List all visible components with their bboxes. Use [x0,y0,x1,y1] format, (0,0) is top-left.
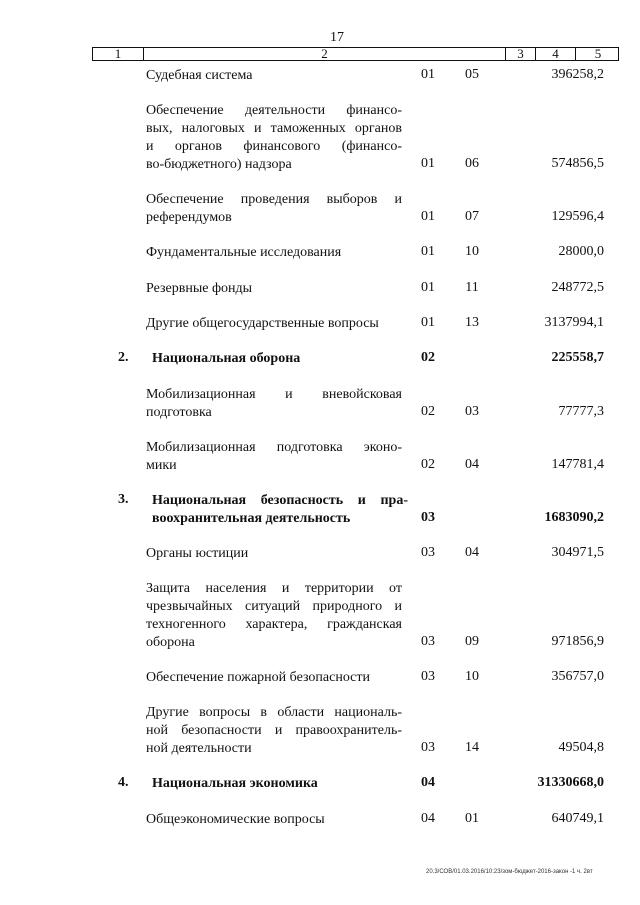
item-name-line: Фундаментальные исследования [146,245,342,260]
header-col-3: 3 [505,47,535,61]
item-name-line: Органы юстиции [146,546,249,561]
subsection-code: 01 [465,811,479,826]
subsection-code: 07 [465,209,479,224]
item-name-line: чрезвычайных ситуаций природного и [146,599,402,614]
item-name-line: Мобилизационная и вневойсковая [146,387,402,402]
section-code: 01 [421,280,435,295]
item-name [146,280,402,298]
item-name-line: мики [146,458,177,473]
section-code: 01 [421,156,435,171]
item-name-line: Национальная экономика [152,776,318,791]
item-name-line: воохранительная деятельность [152,511,351,526]
item-name-line: Мобилизационная подготовка эконо- [146,440,402,455]
header-col-5: 5 [575,47,620,61]
item-name-line: и органов финансового (финансо- [146,139,402,154]
item-name-line: Судебная система [146,68,253,83]
section-code: 02 [421,457,435,472]
item-name-line: во-бюджетного) надзора [146,157,292,172]
subsection-code: 05 [465,67,479,82]
amount-value: 129596,4 [551,209,604,224]
amount-value: 28000,0 [558,244,604,259]
subsection-code: 14 [465,740,479,755]
footer-code: 20.3/СОВ/01.03.2016/10:23/зом-бюджет-2016-закон -1 ч. 2вт [426,869,593,875]
section-code: 04 [421,811,435,826]
amount-value: 356757,0 [551,669,604,684]
section-code: 02 [421,404,435,419]
amount-value: 49504,8 [558,740,604,755]
item-name-line: Защита населения и территории от [146,581,402,596]
amount-value: 3137994,1 [544,315,604,330]
item-name-line: техногенного характера, гражданская [146,617,402,632]
header-col-4: 4 [535,47,575,61]
section-code: 04 [421,775,435,790]
amount-value: 640749,1 [551,811,604,826]
amount-value: 574856,5 [551,156,604,171]
amount-value: 971856,9 [551,634,604,649]
item-name [146,102,402,174]
amount-value: 248772,5 [551,280,604,295]
item-name [146,669,402,687]
subsection-code: 10 [465,244,479,259]
section-code: 01 [421,67,435,82]
item-name-line: Обеспечение деятельности финансо- [146,103,402,118]
subsection-code: 11 [465,280,479,295]
subsection-code: 03 [465,404,479,419]
amount-value: 396258,2 [551,67,604,82]
page-number: 17 [330,30,344,45]
section-code: 03 [421,669,435,684]
item-name [146,191,402,227]
header-col-2: 2 [143,47,505,61]
amount-value: 31330668,0 [537,775,604,790]
section-code: 03 [421,740,435,755]
item-name [146,67,402,85]
table-header [92,47,619,61]
item-name-line: Обеспечение проведения выборов и [146,192,402,207]
item-name-line: Другие вопросы в области националь- [146,705,402,720]
item-name [146,386,402,422]
subsection-code: 04 [465,545,479,560]
section-number: 3. [118,492,129,507]
amount-value: 147781,4 [551,457,604,472]
amount-value: 1683090,2 [544,510,604,525]
item-name-line: ной деятельности [146,741,252,756]
subsection-code: 10 [465,669,479,684]
item-name [146,811,402,829]
item-name [146,704,402,758]
subsection-code: 04 [465,457,479,472]
item-name [146,244,402,262]
item-name-line: Общеэкономические вопросы [146,812,325,827]
section-code: 03 [421,510,435,525]
subsection-code: 13 [465,315,479,330]
subsection-code: 09 [465,634,479,649]
item-name-line: ной безопасности и правоохранитель- [146,723,402,738]
item-name [152,350,408,368]
item-name-line: Национальная безопасность и пра- [152,493,408,508]
item-name [152,775,408,793]
item-name-line: Национальная оборона [152,351,301,366]
item-name-line: референдумов [146,210,232,225]
section-number: 4. [118,775,129,790]
item-name [146,439,402,475]
section-code: 01 [421,315,435,330]
item-name-line: Резервные фонды [146,281,253,296]
header-col-1: 1 [114,46,122,61]
item-name-line: Другие общегосударственные вопросы [146,316,379,331]
item-name-line: вых, налоговых и таможенных органов [146,121,402,136]
amount-value: 225558,7 [551,350,604,365]
item-name [146,580,402,652]
item-name-line: оборона [146,635,195,650]
subsection-code: 06 [465,156,479,171]
section-code: 01 [421,244,435,259]
item-name [152,492,408,528]
item-name [146,315,402,333]
section-code: 03 [421,634,435,649]
item-name-line: Обеспечение пожарной безопасности [146,670,371,685]
item-name-line: подготовка [146,405,212,420]
section-code: 01 [421,209,435,224]
section-code: 02 [421,350,435,365]
item-name [146,545,402,563]
section-number: 2. [118,350,129,365]
amount-value: 77777,3 [558,404,604,419]
section-code: 03 [421,545,435,560]
amount-value: 304971,5 [551,545,604,560]
